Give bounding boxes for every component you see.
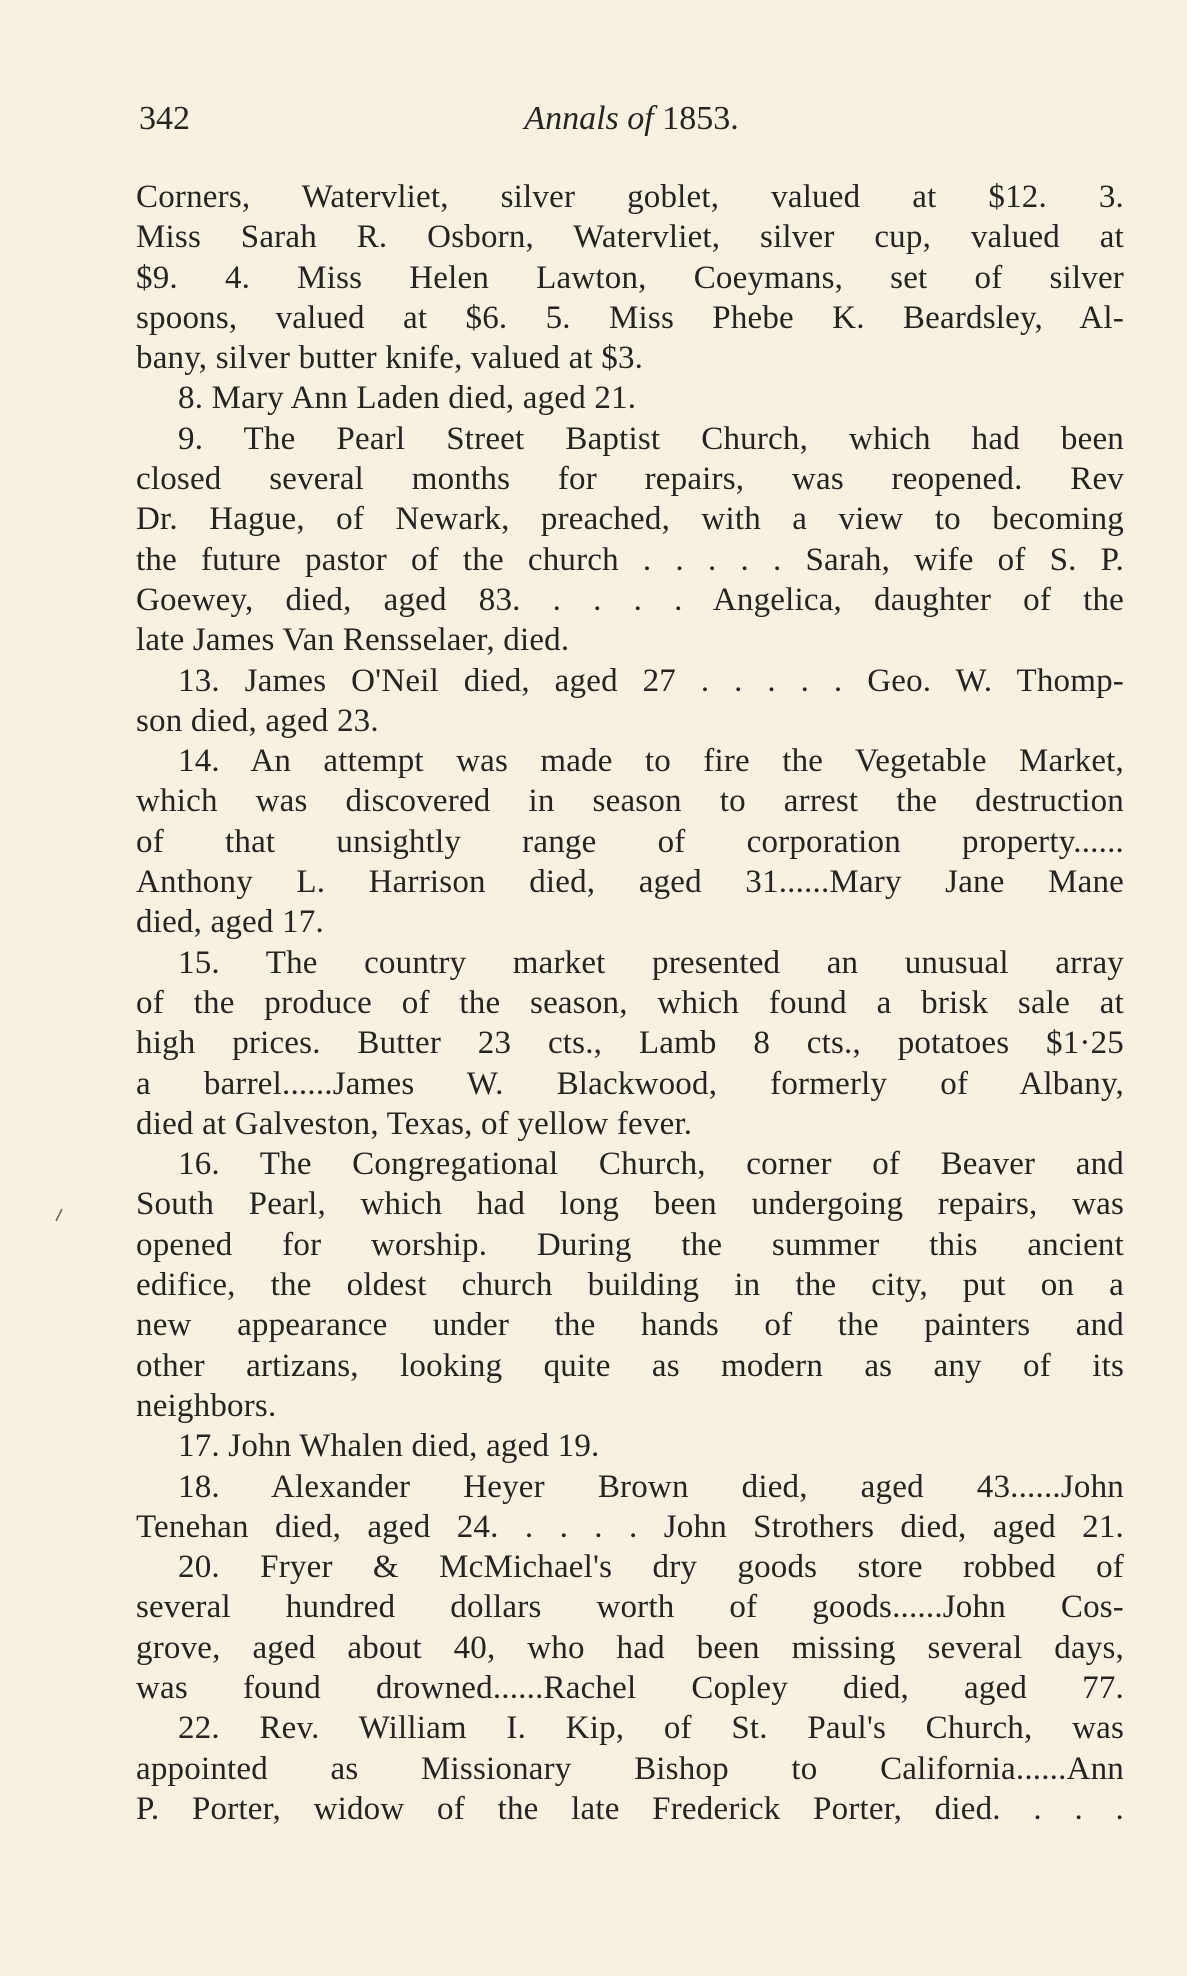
text-line: a barrel......James W. Blackwood, formerly of Albany, — [136, 1065, 1124, 1102]
text-line: $9. 4. Miss Helen Lawton, Coeymans, set of silver — [136, 259, 1124, 296]
text-line: new appearance under the hands of the painters and — [136, 1307, 1124, 1344]
text-line: 16. The Congregational Church, corner of Beaver and — [178, 1146, 1124, 1183]
text-line: 22. Rev. William I. Kip, of St. Paul's Church, was — [178, 1710, 1124, 1747]
text-line: opened for worship. During the summer this ancient — [136, 1226, 1124, 1263]
page-number: 342 — [139, 100, 190, 137]
text-line: grove, aged about 40, who had been missing several days, — [136, 1629, 1124, 1666]
running-title-text: Annals of — [524, 100, 654, 137]
text-line: Tenehan died, aged 24. . . . . John Strothers died, aged 21. — [136, 1508, 1124, 1545]
text-line: the future pastor of the church . . . . . Sarah, wife of S. P. — [136, 541, 1124, 578]
text-line: son died, aged 23. — [136, 702, 379, 739]
running-title — [139, 96, 1124, 142]
text-line: P. Porter, widow of the late Frederick Porter, died. . . . — [136, 1790, 1124, 1827]
text-line: was found drowned......Rachel Copley died, aged 77. — [136, 1669, 1124, 1706]
text-line: closed several months for repairs, was reopened. Rev — [136, 461, 1124, 498]
text-line: 14. An attempt was made to fire the Vegetable Market, — [178, 743, 1124, 780]
text-line: spoons, valued at $6. 5. Miss Phebe K. Beardsley, Al- — [136, 299, 1124, 336]
text-line: 13. James O'Neil died, aged 27 . . . . . Geo. W. Thomp- — [178, 662, 1124, 699]
body-text — [136, 177, 1124, 1829]
text-line: Corners, Watervliet, silver goblet, valued at $12. 3. — [136, 179, 1124, 215]
text-line: Anthony L. Harrison died, aged 31......Mary Jane Mane — [136, 864, 1124, 901]
text-line: died at Galveston, Texas, of yellow fever. — [136, 1105, 693, 1142]
running-title-year: 1853. — [662, 100, 739, 137]
text-line: died, aged 17. — [136, 904, 324, 941]
text-line: South Pearl, which had long been undergoing repairs, was — [136, 1186, 1124, 1223]
text-line: of that unsightly range of corporation property...... — [136, 823, 1124, 860]
text-line: late James Van Rensselaer, died. — [136, 622, 570, 659]
running-head — [139, 96, 1124, 142]
text-line: high prices. Butter 23 cts., Lamb 8 cts., potatoes $1·25 — [136, 1025, 1124, 1062]
text-line: 17. John Whalen died, aged 19. — [178, 1428, 600, 1465]
text-line: bany, silver butter knife, valued at $3. — [136, 340, 644, 377]
text-line: 15. The country market presented an unusual array — [178, 944, 1124, 981]
text-line: 18. Alexander Heyer Brown died, aged 43......John — [178, 1468, 1124, 1505]
text-line: which was discovered in season to arrest the destruction — [136, 783, 1124, 820]
text-line: Dr. Hague, of Newark, preached, with a view to becoming — [136, 501, 1124, 538]
text-line: neighbors. — [136, 1387, 277, 1424]
text-line: 9. The Pearl Street Baptist Church, which had been — [178, 420, 1124, 457]
text-line: edifice, the oldest church building in the city, put on a — [136, 1267, 1124, 1304]
text-line: Goewey, died, aged 83. . . . . Angelica, daughter of the — [136, 581, 1124, 618]
text-line: Miss Sarah R. Osborn, Watervliet, silver cup, valued at — [136, 219, 1124, 256]
text-line: 8. Mary Ann Laden died, aged 21. — [178, 380, 637, 417]
margin-pencil-mark — [54, 1208, 64, 1222]
text-line: 20. Fryer & McMichael's dry goods store robbed of — [178, 1549, 1124, 1586]
text-line: of the produce of the season, which found a brisk sale at — [136, 984, 1124, 1021]
text-line: other artizans, looking quite as modern as any of its — [136, 1347, 1124, 1384]
text-line: several hundred dollars worth of goods......John Cos- — [136, 1589, 1124, 1626]
text-line: appointed as Missionary Bishop to California......Ann — [136, 1750, 1124, 1787]
